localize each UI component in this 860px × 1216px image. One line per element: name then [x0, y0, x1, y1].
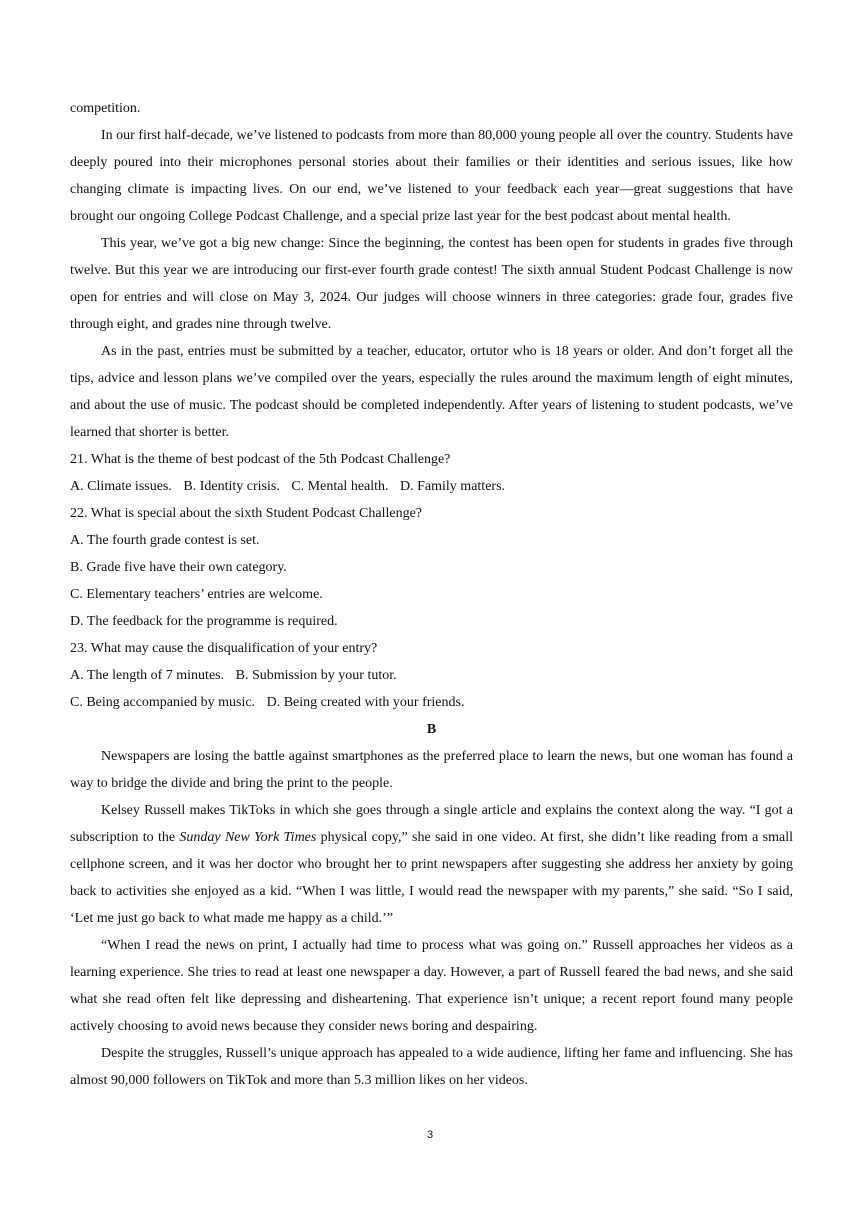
question-21-options	[70, 473, 793, 500]
passage-b-paragraph-1: Newspapers are losing the battle against smartphones as the preferred place to learn the news, but one woman has found a way to bridge the divide and bring the print to the people.	[70, 749, 793, 791]
passage-b-paragraph-3: “When I read the news on print, I actually had time to process what was going on.” Russell approaches her videos as a learning experience. She tries to read at least one newspaper a day. However, a part of Russell feared the bad news, and she said what she read often felt like depressing and disheartening. That experience isn’t unique; a recent report found many people actively choosing to avoid news because they consider news boring and despairing.	[70, 938, 793, 1034]
passage-a-paragraph-1: In our first half-decade, we’ve listened to podcasts from more than 80,000 young people all over the country. Students have deeply poured into their microphones personal stories about their families or their identities and serious issues, like how changing climate is impacting lives. On our end, we’ve listened to your feedback each year—great suggestions that have brought our ongoing College Podcast Challenge, and a special prize last year for the best podcast about mental health.	[70, 128, 793, 224]
question-23-options-row-2	[70, 689, 793, 716]
question-23-option-b: B. Submission by your tutor.	[235, 668, 397, 683]
question-21-option-d: D. Family matters.	[400, 479, 506, 494]
passage-b-paragraph-4: Despite the struggles, Russell’s unique approach has appealed to a wide audience, lifting her fame and influencing. She has almost 90,000 followers on TikTok and more than 5.3 million likes on her videos.	[70, 1046, 793, 1088]
passage-a-paragraph-2: This year, we’ve got a big new change: Since the beginning, the contest has been open for students in grades five through twelve. But this year we are introducing our first-ever fourth grade contest! The sixth annual Student Podcast Challenge is now open for entries and will close on May 3, 2024. Our judges will choose winners in three categories: grade four, grades five through eight, and grades nine through twelve.	[70, 236, 793, 332]
section-b-heading: B	[426, 722, 437, 737]
question-21-stem: 21. What is the theme of best podcast of the 5th Podcast Challenge?	[70, 452, 451, 467]
question-23-stem: 23. What may cause the disqualification of your entry?	[70, 641, 378, 656]
question-21-option-a: A. Climate issues.	[70, 479, 172, 494]
question-23-option-a: A. The length of 7 minutes.	[70, 668, 225, 683]
question-22-option-d: D. The feedback for the programme is required.	[70, 614, 338, 629]
question-21-option-b: B. Identity crisis.	[183, 479, 280, 494]
passage-b-paragraph-2-part-2: physical copy,” she said in one video. At first, she didn’t like reading from a small cellphone screen, and it was her doctor who brought her to print newspapers after suggesting she address her anxiety by going back to activities she enjoyed as a kid. “When I was little, I would read the newspaper with my parents,” she said. “So I said, ‘Let me just go back to what made me happy as a child.’”	[70, 830, 793, 926]
passage-b-paragraph-2	[70, 797, 793, 932]
newspaper-title: Sunday New York Times	[179, 830, 317, 845]
passage-b-paragraph-2-part-1: Kelsey Russell makes TikToks in which she goes through a single article and explains the context along the way. “I got a subscription to the	[70, 803, 793, 845]
question-22-stem: 22. What is special about the sixth Student Podcast Challenge?	[70, 506, 423, 521]
passage-a-paragraph-3: As in the past, entries must be submitted by a teacher, educator, ortutor who is 18 years or older. And don’t forget all the tips, advice and lesson plans we’ve compiled over the years, especially the rules around the maximum length of eight minutes, and about the use of music. The podcast should be completed independently. After years of listening to student podcasts, we’ve learned that shorter is better.	[70, 344, 793, 440]
question-23-options-row-1	[70, 662, 793, 689]
question-23-option-d: D. Being created with your friends.	[266, 695, 465, 710]
document-page	[70, 95, 793, 1094]
question-21-option-c: C. Mental health.	[291, 479, 389, 494]
question-23-option-c: C. Being accompanied by music.	[70, 695, 256, 710]
page-number: 3	[426, 1129, 434, 1141]
question-22-option-c: C. Elementary teachers’ entries are welcome.	[70, 587, 323, 602]
carryover-line: competition.	[70, 101, 141, 116]
question-22-option-a: A. The fourth grade contest is set.	[70, 533, 260, 548]
question-22-option-b: B. Grade five have their own category.	[70, 560, 287, 575]
